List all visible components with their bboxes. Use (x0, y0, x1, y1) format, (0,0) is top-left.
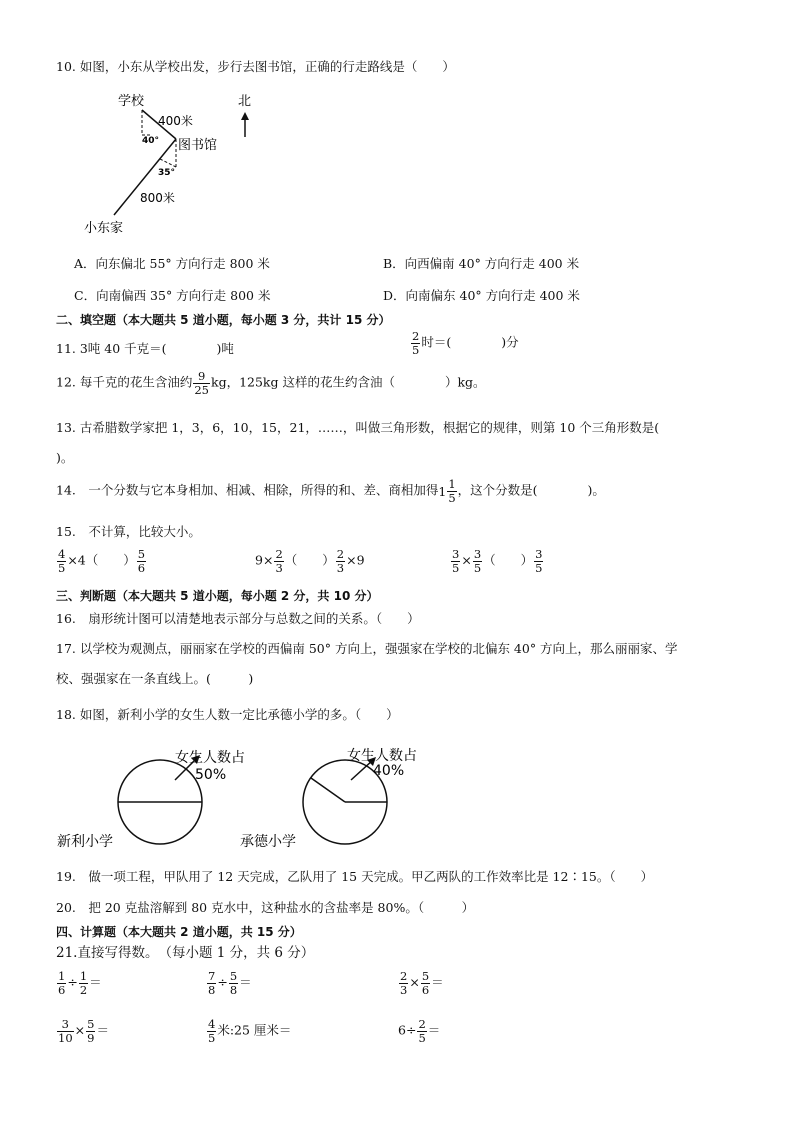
xinli-pct: 50% (195, 767, 227, 783)
q21-stem: 21.直接写得数。 （每小题 1 分，共 6 分） (56, 945, 315, 961)
q10-stem: 10. 如图，小东从学校出发，步行去图书馆，正确的行走路线是（ ） (56, 59, 455, 74)
q19: 19. 做一项工程，甲队用了 12 天完成，乙队用了 15 天完成。甲乙两队的工作效率比是 12∶15。（ ） (56, 869, 654, 884)
route-diagram (80, 85, 280, 240)
xinli-school: 新利小学 (57, 834, 113, 850)
q10-option-b: B．向西偏南 40° 方向行走 400 米 (383, 256, 580, 271)
q18-stem: 18. 如图，新利小学的女生人数一定比承德小学的多。（ ） (56, 707, 399, 722)
dist1-label: 400米 (158, 114, 193, 128)
q21-expr-3: $\frac{2}{3}$ × $\frac{5}{6}$ ＝ (400, 969, 444, 997)
q21-expr-4: $\frac{3}{10}$ × $\frac{5}{9}$ ＝ (58, 1017, 109, 1045)
angle1-label: 40° (142, 136, 160, 146)
q12: 12. 每千克的花生含油约 $\frac{9}{25}$ kg，125kg 这样的花生约含油（ ）kg。 (56, 369, 486, 397)
section2-title: 二、填空题（本大题共 5 道小题，每小题 3 分，共计 15 分） (56, 313, 391, 327)
q13-line2: )。 (56, 450, 74, 465)
dist2-label: 800米 (140, 191, 175, 205)
q21-expr-2: $\frac{7}{8}$ ÷ $\frac{5}{8}$ ＝ (208, 969, 252, 997)
q15-compare-2: 9× $\frac{2}{3}$ （ ） $\frac{2}{3}$ ×9 (255, 547, 365, 575)
chengde-label: 女生人数占 (347, 748, 417, 764)
q17-line1: 17. 以学校为观测点，丽丽家在学校的西偏南 50° 方向上，强强家在学校的北偏东 40° 方向上，那么丽丽家、学 (56, 641, 678, 656)
library-label: 图书馆 (178, 138, 218, 153)
q13-line1: 13. 古希腊数学家把 1，3，6，10，15，21，……，叫做三角形数，根据它的规律，则第 10 个三角形数是( (56, 420, 660, 435)
q17-line2: 校、强强家在一条直线上。( ) (56, 671, 254, 686)
angle2-label: 35° (158, 168, 176, 178)
q14: 14. 一个分数与它本身相加、相减、相除，所得的和、差、商相加得1 $\frac{1}{5}$ ，这个分数是( )。 (56, 477, 605, 505)
q11-right: $\frac{2}{5}$ 时＝( )分 (412, 329, 519, 357)
chengde-pct: 40% (373, 763, 405, 779)
q16: 16. 扇形统计图可以清楚地表示部分与总数之间的关系。（ ） (56, 611, 420, 626)
xinli-label: 女生人数占 (175, 750, 245, 766)
chengde-school: 承德小学 (240, 834, 296, 850)
section3-title: 三、判断题（本大题共 5 道小题，每小题 2 分，共 10 分） (56, 589, 379, 603)
q21-expr-6: 6÷ $\frac{2}{5}$ ＝ (398, 1017, 441, 1045)
q11-left: 11. 3吨 40 千克＝( )吨 (56, 341, 234, 356)
q10-option-d: D．向南偏东 40° 方向行走 400 米 (383, 288, 580, 303)
q15-compare-3: $\frac{3}{5}$ × $\frac{3}{5}$ （ ） $\frac{3}{5}$ (452, 547, 543, 575)
q10-option-c: C．向南偏西 35° 方向行走 800 米 (74, 288, 271, 303)
q20: 20. 把 20 克盐溶解到 80 克水中，这种盐水的含盐率是 80%。（ ） (56, 900, 475, 915)
q10-option-a: A．向东偏北 55° 方向行走 800 米 (74, 256, 270, 271)
section4-title: 四、计算题（本大题共 2 道小题，共 15 分） (56, 925, 302, 939)
q21-expr-1: $\frac{1}{6}$ ÷ $\frac{1}{2}$ ＝ (58, 969, 102, 997)
q15-stem: 15. 不计算，比较大小。 (56, 524, 201, 539)
school-label: 学校 (118, 94, 145, 109)
north-label: 北 (238, 94, 252, 109)
home-label: 小东家 (84, 221, 124, 236)
q15-compare-1: $\frac{4}{5}$ ×4（ ） $\frac{5}{6}$ (58, 547, 146, 575)
pie-charts (55, 738, 417, 850)
q21-expr-5: $\frac{4}{5}$ 米:25 厘米＝ (208, 1017, 292, 1045)
